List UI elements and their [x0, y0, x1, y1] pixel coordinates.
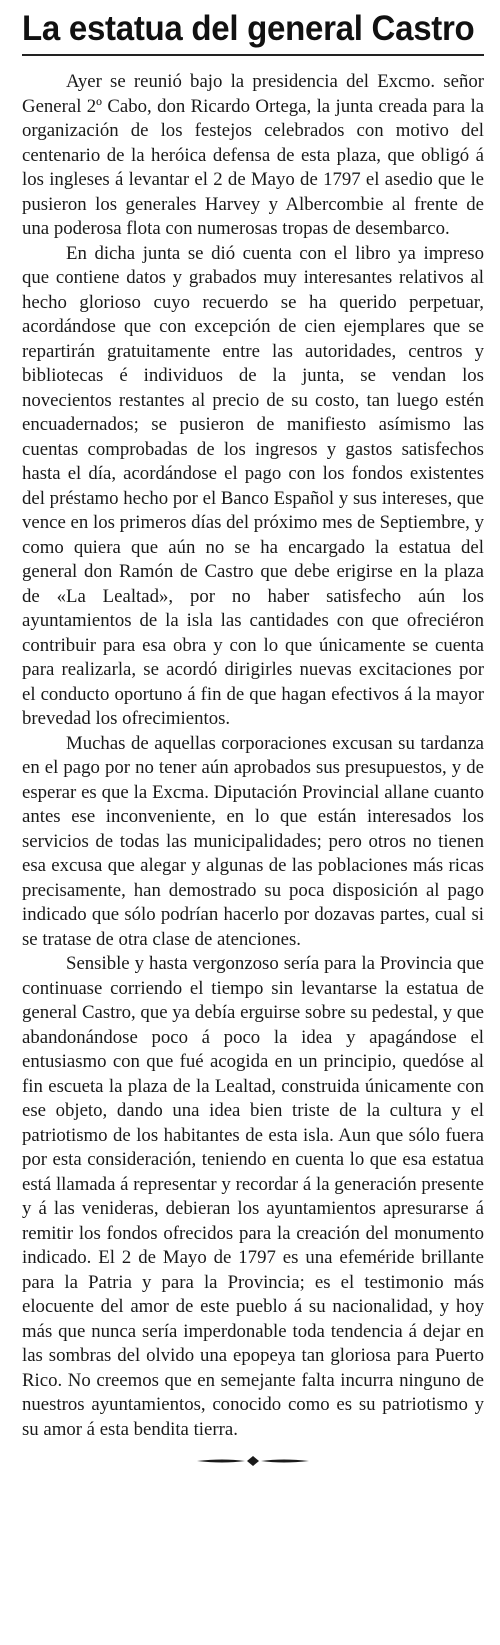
paragraph-1: Ayer se reunió bajo la presidencia del Excmo. señor General 2º Cabo, don Ricardo Ortega, la junta creada para la organización de los festejos celebrados con motivo del centenario de la heróica defensa de esta plaza, que obligó á los ingleses á levantar el 2 de Mayo de 1797 el asedio que le pusieron los generales Harvey y Albercombie al frente de una poderosa flota con numerosas tropas de desembarco.	[22, 71, 484, 239]
headline-rule	[22, 54, 484, 56]
headline: La estatua del general Castro	[22, 8, 475, 48]
article-body	[22, 70, 484, 1442]
paragraph-3: Muchas de aquellas corporaciones excusan su tardanza en el pago por no tener aún aprobados sus presupuestos, y de esperar es que la Excma. Diputación Provincial allane cuanto antes ese inconveniente, en lo que están interesados los servicios de todas las municipalidades; pero otros no tienen esa excusa que alegar y algunas de las poblaciones más ricas precisamente, han demostrado su poca disposición al pago indicado que sólo podrían hacerlo por dozavas partes, cual si se tratase de otra clase de atenciones.	[22, 732, 484, 950]
end-ornament	[193, 1454, 313, 1468]
paragraph-2: En dicha junta se dió cuenta con el libro ya impreso que contiene datos y grabados muy interesantes relativos al hecho glorioso cuyo recuerdo se ha querido perpetuar, acordándose que con excepción de cien ejemplares que se repartirán gratuitamente entre las autoridades, centros y bibliotecas é individuos de la junta, se vendan los novecientos restantes al precio de su costo, tan luego estén encuadernados; se pusieron de manifiesto asímismo las cuentas comprobadas de los ingresos y gastos satisfechos hasta el día, acordándose el pago con los fondos existentes del préstamo hecho por el Banco Español y sus intereses, que vence en los primeros días del próximo mes de Septiembre, y como quiera que aún no se ha encargado la estatua del general don Ramón de Castro que debe erigirse en la plaza de «La Lealtad», por no haber satisfecho aún los ayuntamientos de la isla las cantidades con que ofreciéron contribuir para esa obra y con lo que únicamente se cuenta para realizarla, se acordó dirigirles nuevas excitaciones por el conducto oportuno á fin de que hagan efectivos á la mayor brevedad los ofrecimientos.	[22, 242, 484, 729]
paragraph-4: Sensible y hasta vergonzoso sería para la Provincia que continuase corriendo el tiempo sin levantarse la estatua de general Castro, que ya debía erguirse sobre su pedestal, y que abandonándose poco á poco la idea y apagándose el entusiasmo con que fué acogida en un principio, quedóse al fin escueta la plaza de la Lealtad, construida únicamente con ese objeto, dando una idea bien triste de la cultura y el patriotismo de los habitantes de esta isla. Aun que sólo fuera por esta consideración, teniendo en cuenta lo que esa estatua está llamada á representar y recordar á la generación presente y á las venideras, debieran los ayuntamientos apresurarse á remitir los fondos ofrecidos para la creación del monumento indicado. El 2 de Mayo de 1797 es una efeméride brillante para la Patria y para la Provincia; es el testimonio más elocuente del amor de este pueblo á su nacionalidad, y hoy más que nunca sería imperdonable toda tendencia á dejar en las sombras del olvido una epopeya tan gloriosa para Puerto Rico. No creemos que en semejante falta incurra ninguno de nuestros ayuntamientos, conocido como es su patriotismo y su amor á esta bendita tierra.	[22, 953, 484, 1440]
